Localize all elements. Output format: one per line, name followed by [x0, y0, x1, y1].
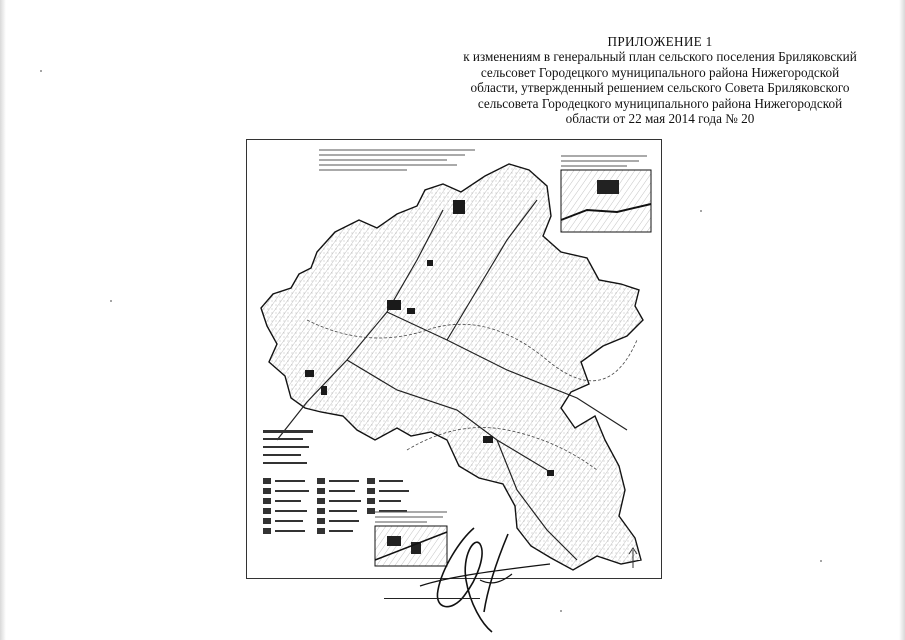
scan-edge-left — [0, 0, 6, 640]
appendix-text-line-2: сельсовет Городецкого муниципального района Нижегородской — [480, 64, 840, 80]
scan-dust — [110, 300, 112, 302]
signature — [380, 520, 560, 635]
appendix-title: ПРИЛОЖЕНИЕ 1 — [607, 34, 713, 49]
general-plan-map — [246, 139, 662, 579]
map-legend — [263, 430, 409, 534]
scan-dust — [560, 610, 562, 612]
scan-dust — [700, 210, 702, 212]
appendix-text-line-1: к изменениям в генеральный план сельского поселения Бриляковский — [463, 49, 857, 65]
appendix-text-line-5: области от 22 мая 2014 года № 20 — [565, 111, 755, 127]
appendix-text-line-3: области, утвержденный решением сельского Совета Бриляковского — [470, 80, 850, 96]
appendix-text-line-4: сельсовета Городецкого муниципального района Нижегородской — [477, 95, 843, 111]
scan-dust — [820, 560, 822, 562]
map-title-block — [319, 150, 475, 170]
inset-map-top-right — [561, 156, 651, 232]
map-drawing — [247, 140, 661, 578]
appendix-header — [430, 34, 890, 126]
scan-dust — [40, 70, 42, 72]
scan-edge-right — [899, 0, 905, 640]
signature-underline — [384, 598, 480, 599]
